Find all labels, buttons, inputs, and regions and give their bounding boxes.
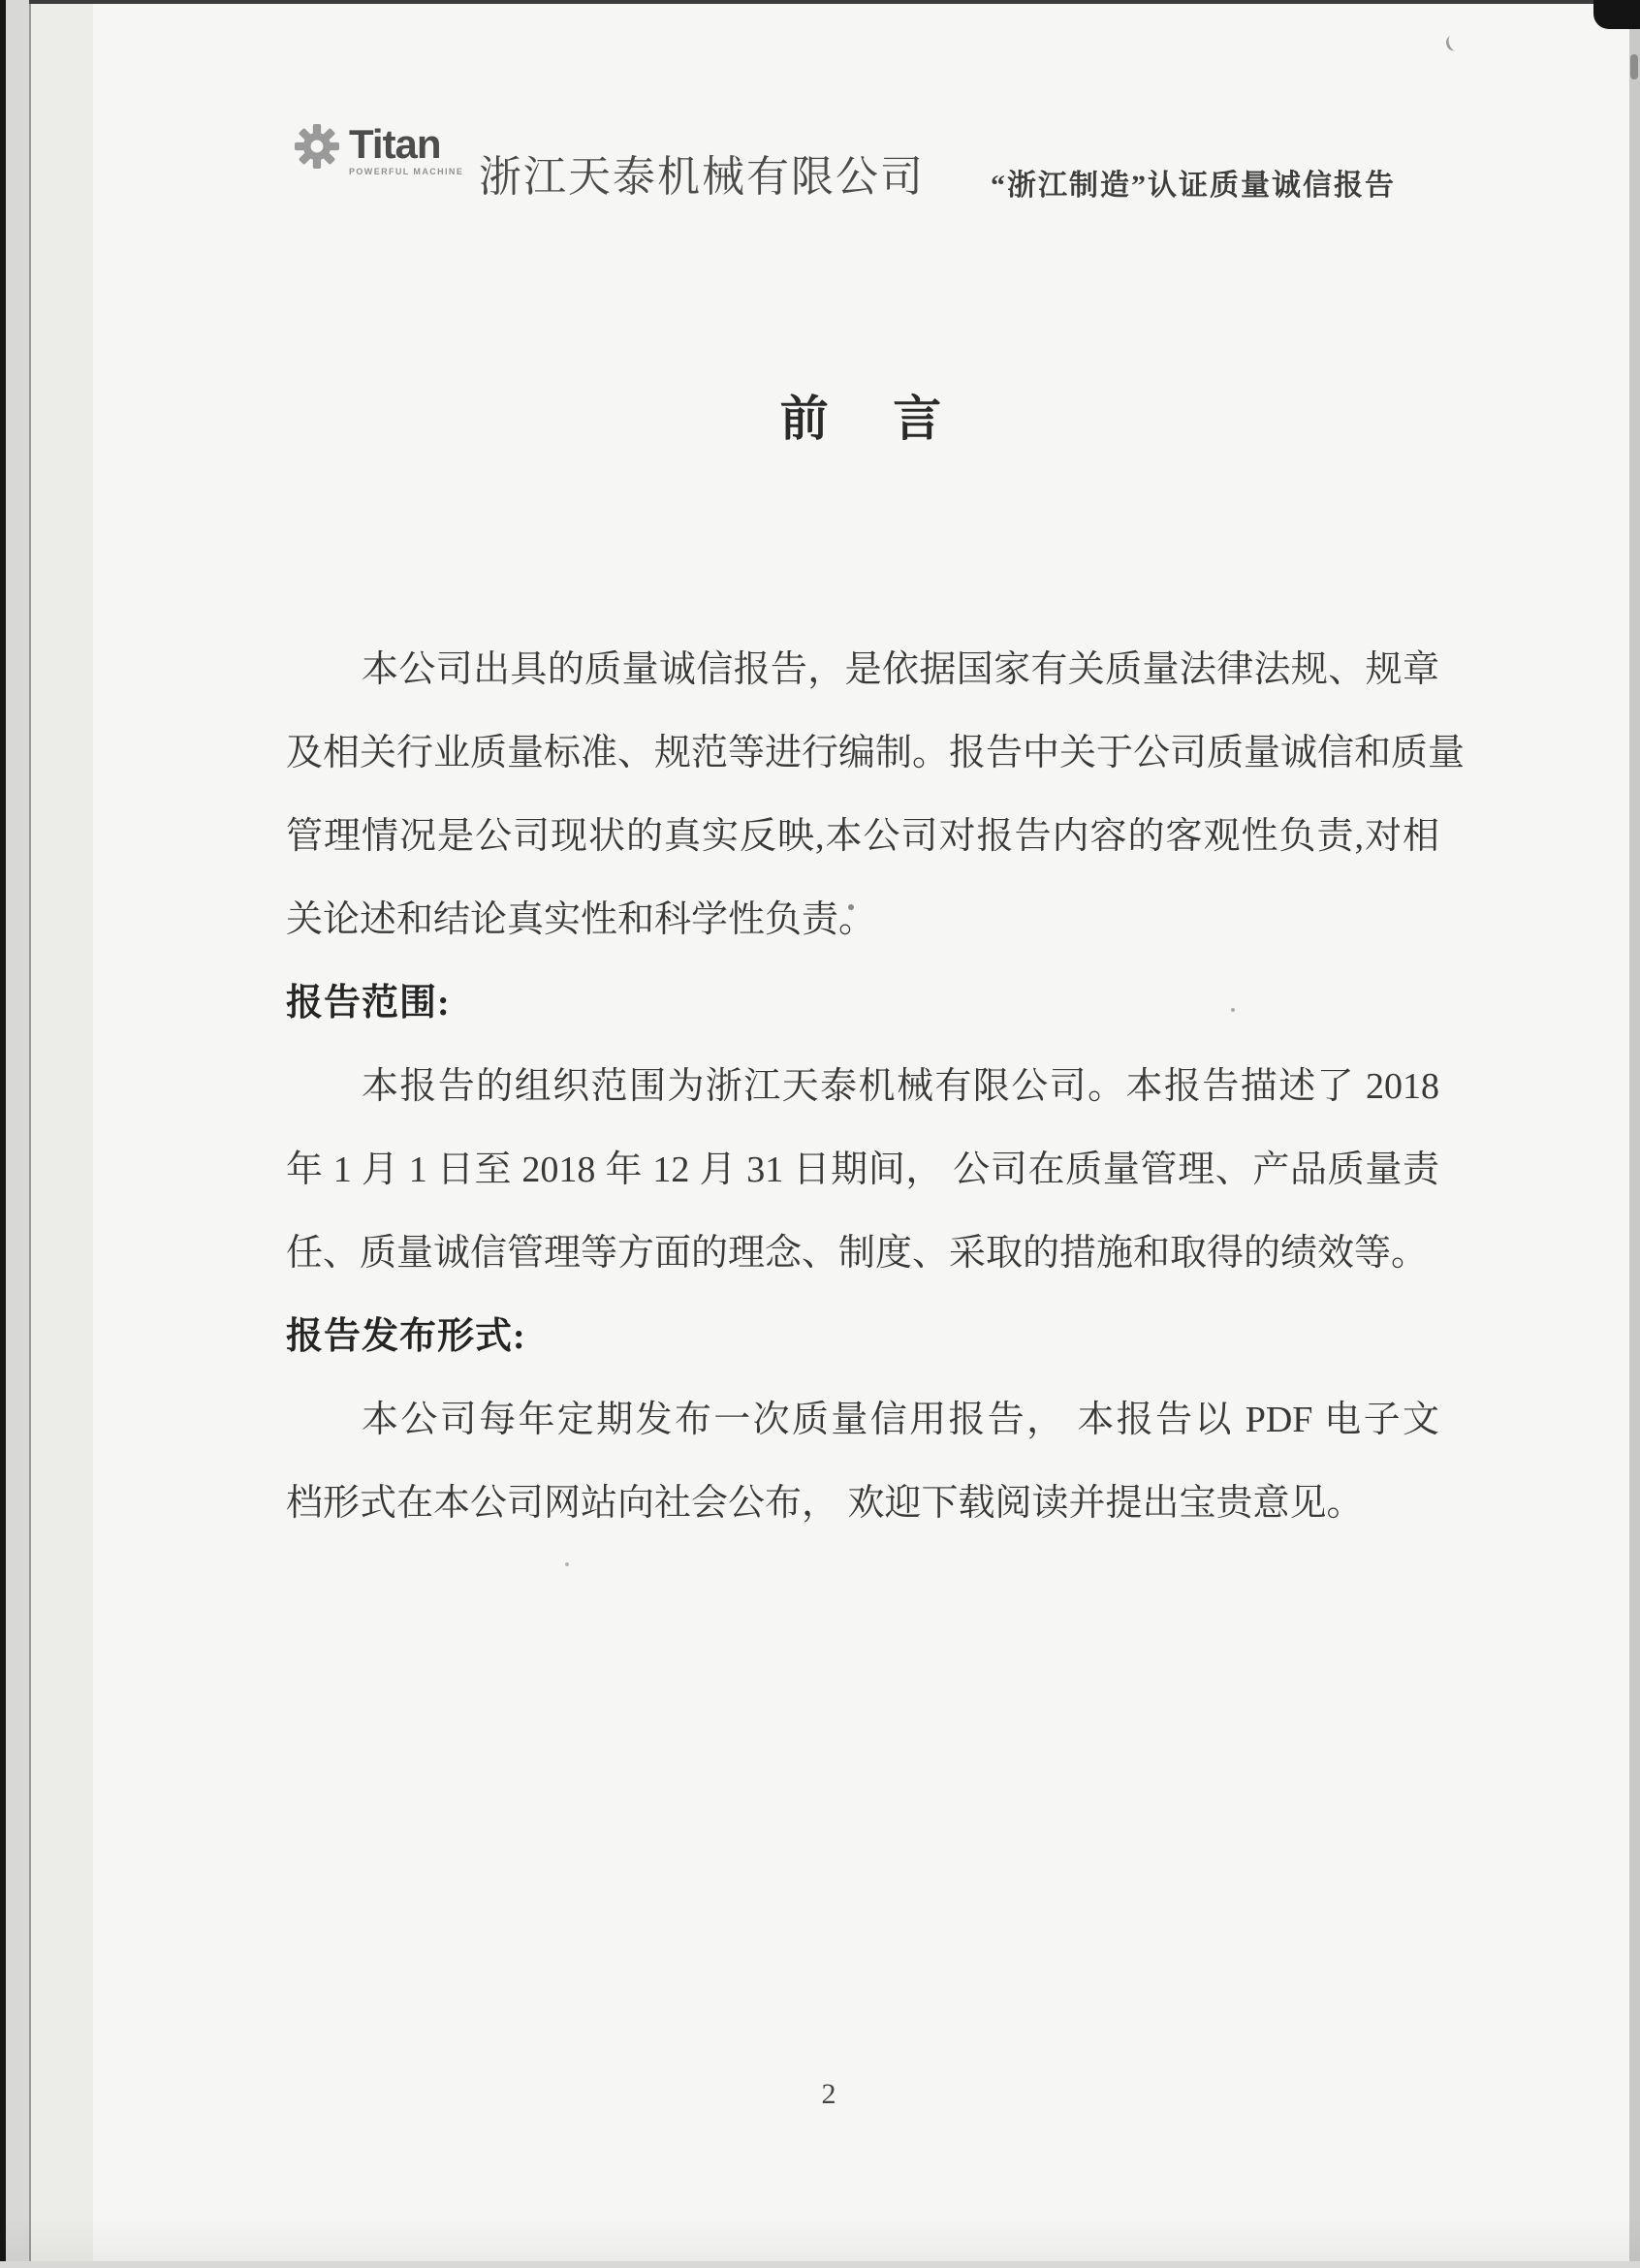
company-name: 浙江天泰机械有限公司 [479, 153, 925, 201]
gear-icon [295, 124, 339, 173]
page-title: 前 言 [779, 392, 946, 446]
body-line: 年 1 月 1 日至 2018 年 12 月 31 日期间， 公司在质量管理、产品质量责 [286, 1150, 1439, 1190]
report-type-label: “浙江制造”认证质量诚信报告 [991, 170, 1396, 202]
body-line: 管理情况是公司现状的真实反映,本公司对报告内容的客观性负责,对相 [286, 816, 1439, 857]
scan-edge-left-gray [6, 0, 29, 2268]
body-line: 任、质量诚信管理等方面的理念、制度、采取的措施和取得的绩效等。 [286, 1233, 1429, 1274]
scan-speck [565, 1562, 569, 1566]
scan-edge-bottom [0, 2261, 1640, 2268]
section-heading-scope: 报告范围: [286, 983, 451, 1024]
body-line: 档形式在本公司网站向社会公布， 欢迎下载阅读并提出宝贵意见。 [286, 1483, 1364, 1524]
section-heading-form: 报告发布形式: [286, 1316, 526, 1357]
body-line: 关论述和结论真实性和科学性负责。 [286, 899, 876, 940]
body-line: 本公司每年定期发布一次质量信用报告， 本报告以 PDF 电子文 [362, 1400, 1439, 1440]
body-line: 本报告的组织范围为浙江天泰机械有限公司。本报告描述了 2018 [362, 1066, 1439, 1107]
scan-edge-left-black [0, 0, 6, 2268]
scan-edge-right [1629, 0, 1640, 2268]
company-logo [295, 121, 464, 176]
scan-edge-top [29, 0, 1619, 4]
scan-edge-left-band [31, 0, 93, 2268]
document-body [286, 628, 1466, 1545]
body-line: 本公司出具的质量诚信报告，是依据国家有关质量法律法规、规章 [362, 649, 1439, 690]
scan-pen-mark [1444, 33, 1465, 52]
scan-blob-right [1630, 54, 1638, 79]
scan-shade-bottom [0, 2217, 1640, 2261]
logo-brand: Titan [349, 121, 441, 167]
logo-tagline: POWERFUL MACHINE [349, 167, 464, 176]
body-line: 及相关行业质量标准、规范等进行编制。报告中关于公司质量诚信和质量 [286, 733, 1466, 773]
scan-corner-top-right [1593, 0, 1640, 29]
page-number: 2 [821, 2078, 836, 2110]
